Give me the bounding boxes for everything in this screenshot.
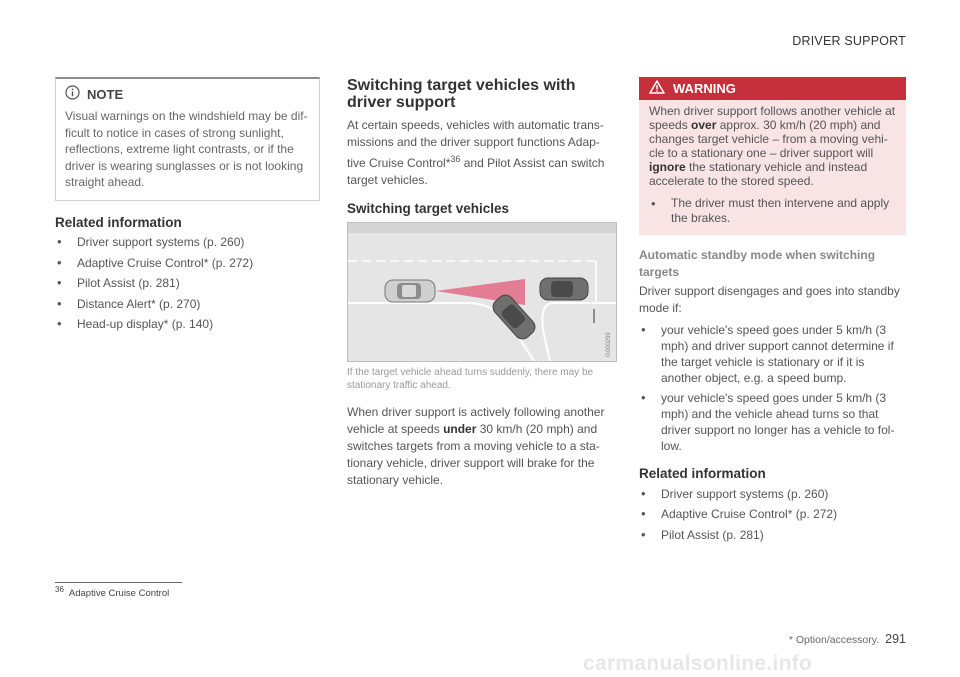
related-link[interactable]: • Pilot Assist (p. 281) [55, 275, 320, 291]
page-number: 291 [885, 632, 906, 646]
related-link[interactable]: • Driver support systems (p. 260) [639, 486, 906, 502]
warning-text-1: When driver support follows another vehicle at speeds [649, 104, 896, 132]
warning-emphasis-ignore: ignore [649, 160, 686, 174]
illustration-switching-targets [347, 222, 617, 362]
warning-bullet: • The driver must then intervene and apply the brakes. [649, 196, 896, 226]
column-right [639, 77, 906, 543]
related-link[interactable]: • Distance Alert* (p. 270) [55, 296, 320, 312]
footnote-ref[interactable]: 36 [450, 154, 461, 164]
standby-item: • your vehicle's speed goes under 5 km/h (3 mph) and the vehicle ahead turns so that driver support no longer has a vehicle to fol-low. [639, 390, 906, 454]
warning-header [639, 77, 906, 100]
body-paragraph [347, 404, 615, 489]
related-link[interactable]: • Adaptive Cruise Control* (p. 272) [639, 506, 906, 522]
related-info-heading-2: Related information [639, 466, 766, 481]
standby-intro: Driver support disengages and goes into standby mode if: [639, 284, 900, 315]
standby-list [639, 322, 906, 455]
warning-list [649, 196, 896, 226]
standby-item: • your vehicle's speed goes under 5 km/h (3 mph) and driver support cannot determine if the target vehicle is stationary or if it is another object, e.g. a speed bump. [639, 322, 906, 386]
footnote [55, 585, 169, 599]
note-box [55, 77, 320, 201]
body-emphasis: under [443, 422, 477, 436]
warning-text-3: the stationary vehicle and instead accelerate to the stored speed. [649, 160, 868, 188]
subsection-title: Switching target vehicles [347, 201, 510, 216]
note-header [65, 85, 310, 103]
footnote-text: Adaptive Cruise Control [68, 588, 170, 600]
related-link[interactable]: • Head-up display* (p. 140) [55, 316, 320, 332]
page-footer [789, 632, 906, 646]
option-note: * Option/accessory. [788, 634, 880, 646]
intro-text: At certain speeds, vehicles with automatic trans-missions and the driver support functions Adap-tive Cruise Control* [347, 118, 604, 170]
note-text: Visual warnings on the windshield may be dif-ficult to notice in cases of strong sunlight, reflections, extreme light contrasts, or if the driver is wearing sunglasses or is not looking straight ahead. [65, 109, 308, 189]
watermark: carmanualsonline.info [583, 652, 813, 675]
warning-box [639, 77, 906, 235]
related-info-list [55, 234, 320, 332]
related-link[interactable]: • Pilot Assist (p. 281) [639, 527, 906, 543]
warning-text-2: approx. 30 km/h (20 mph) and changes target vehicle – from a moving vehi-cle to a stationary one – driver support will [649, 118, 888, 160]
related-link[interactable]: • Driver support systems (p. 260) [55, 234, 320, 250]
running-header: DRIVER SUPPORT [792, 34, 906, 48]
warning-title: WARNING [673, 81, 736, 96]
note-title: NOTE [87, 86, 124, 102]
related-link[interactable]: • Adaptive Cruise Control* (p. 272) [55, 255, 320, 271]
footnote-divider [55, 582, 182, 583]
column-left [55, 77, 320, 332]
own-car-icon [385, 280, 435, 302]
standby-heading: Automatic standby mode when switching targets [639, 248, 876, 279]
road-illustration [348, 223, 616, 361]
warning-text [639, 100, 906, 235]
stationary-car-icon [540, 278, 588, 300]
related-info-list-2 [639, 486, 906, 543]
section-title: Switching target vehicles with driver support [347, 77, 576, 111]
warning-triangle-icon [649, 80, 665, 97]
intro-text-end: and Pilot Assist can switch target vehicles. [347, 156, 605, 187]
figure-id: G000299 [606, 332, 612, 357]
intro-paragraph [347, 117, 615, 189]
body-text-end: 30 km/h (20 mph) and switches targets from a moving vehicle to a sta-tionary vehicle, driver support will brake for the stationary vehicle. [347, 422, 600, 487]
figure-caption: If the target vehicle ahead turns suddenly, there may be stationary traffic ahead. [347, 367, 594, 391]
warning-emphasis-over: over [691, 118, 717, 132]
related-info-heading: Related information [55, 214, 182, 230]
body-text: When driver support is actively following another vehicle at speeds [347, 405, 605, 436]
footnote-number: 36 [55, 585, 64, 594]
info-icon [65, 85, 80, 103]
column-middle [347, 77, 615, 489]
